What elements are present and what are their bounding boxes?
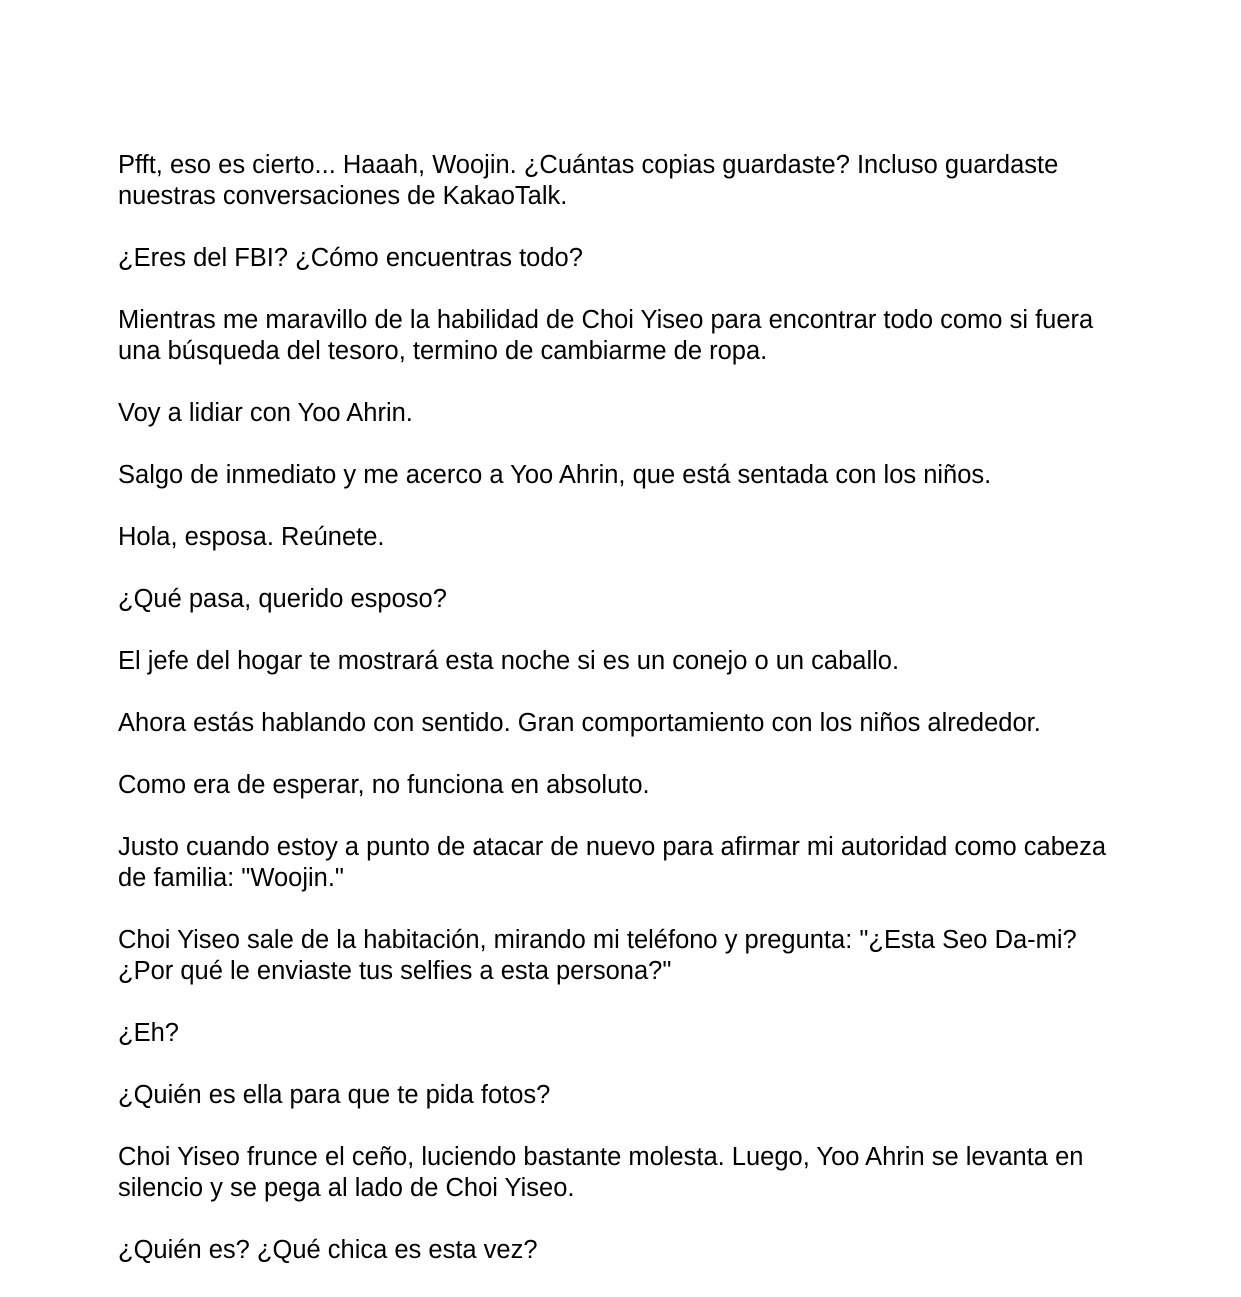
paragraph: Voy a lidiar con Yoo Ahrin.	[118, 399, 413, 427]
paragraph: ¿Eh?	[118, 1019, 179, 1047]
paragraph: Mientras me maravillo de la habilidad de Choi Yiseo para encontrar todo como si fuera una búsqueda del tesoro, termino de cambiarme de ropa.	[118, 306, 1094, 365]
paragraph: Pfft, eso es cierto... Haaah, Woojin. ¿Cuántas copias guardaste? Incluso guardaste nuestras conversaciones de KakaoTalk.	[118, 151, 1059, 210]
document-body	[118, 150, 1128, 1297]
paragraph: ¿Quién es ella para que te pida fotos?	[118, 1081, 551, 1109]
paragraph: Justo cuando estoy a punto de atacar de nuevo para afirmar mi autoridad como cabeza de familia: "Woojin."	[118, 833, 1107, 892]
paragraph: Ahora estás hablando con sentido. Gran comportamiento con los niños alrededor.	[118, 709, 1041, 737]
paragraph: Hola, esposa. Reúnete.	[118, 523, 385, 551]
paragraph: El jefe del hogar te mostrará esta noche si es un conejo o un caballo.	[118, 647, 900, 675]
paragraph: Choi Yiseo frunce el ceño, luciendo bastante molesta. Luego, Yoo Ahrin se levanta en silencio y se pega al lado de Choi Yiseo.	[118, 1143, 1084, 1202]
paragraph: ¿Quién es? ¿Qué chica es esta vez?	[118, 1236, 538, 1264]
paragraph: Choi Yiseo sale de la habitación, mirando mi teléfono y pregunta: "¿Esta Seo Da-mi? ¿Por qué le enviaste tus selfies a esta persona?"	[118, 926, 1077, 985]
paragraph: Salgo de inmediato y me acerco a Yoo Ahrin, que está sentada con los niños.	[118, 461, 992, 489]
paragraph: Como era de esperar, no funciona en absoluto.	[118, 771, 650, 799]
paragraph: ¿Eres del FBI? ¿Cómo encuentras todo?	[118, 244, 583, 272]
paragraph: ¿Qué pasa, querido esposo?	[118, 585, 447, 613]
